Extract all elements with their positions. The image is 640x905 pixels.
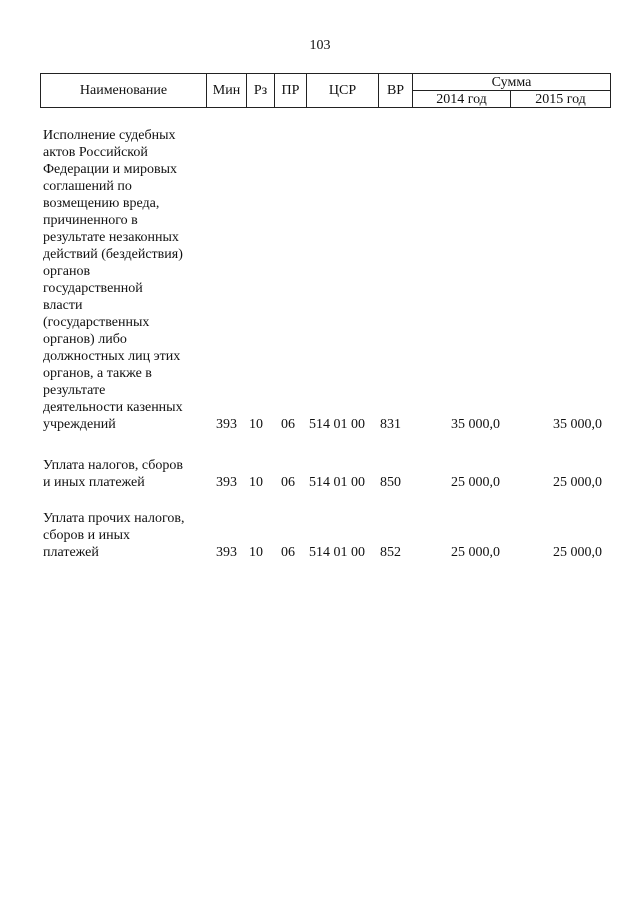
table-row (0, 457, 640, 491)
header-vr: ВР (379, 74, 413, 108)
page-number: 103 (309, 38, 331, 53)
row-name-line: Федерации и мировых (43, 162, 177, 177)
row-rz: 10 (249, 545, 263, 560)
row-min: 393 (216, 475, 237, 490)
row-name-line: результате (43, 383, 106, 398)
row-name-line: государственной (43, 281, 143, 296)
row-name-line: власти (43, 298, 83, 313)
row-sum-2015: 25 000,0 (553, 545, 602, 560)
row-name-line: (государственных (43, 315, 150, 330)
header-min: Мин (207, 74, 247, 108)
table-row (0, 127, 640, 433)
row-name (43, 510, 208, 561)
row-sum-2014: 35 000,0 (451, 417, 500, 432)
header-sum: Сумма (413, 74, 611, 91)
row-sum-2015: 25 000,0 (553, 475, 602, 490)
row-name-line: платежей (43, 545, 99, 560)
row-name-line: органов (43, 264, 91, 279)
row-name-line: актов Российской (43, 145, 148, 160)
row-name-line: Исполнение судебных (43, 128, 176, 143)
row-vr: 850 (380, 475, 401, 490)
table-header (40, 73, 611, 108)
row-pr: 06 (281, 417, 295, 432)
row-name-line: органов) либо (43, 332, 127, 347)
row-name-line: учреждений (43, 417, 116, 432)
row-name-line: Уплата прочих налогов, (43, 511, 185, 526)
header-year-2014: 2014 год (413, 91, 511, 108)
row-csr: 514 01 00 (309, 475, 365, 490)
row-sum-2014: 25 000,0 (451, 475, 500, 490)
header-name: Наименование (41, 74, 207, 108)
row-name-line: причиненного в (43, 213, 138, 228)
header-csr: ЦСР (307, 74, 379, 108)
row-name-line: результате незаконных (43, 230, 179, 245)
row-pr: 06 (281, 545, 295, 560)
row-name-line: соглашений по (43, 179, 132, 194)
row-name (43, 457, 208, 491)
row-csr: 514 01 00 (309, 417, 365, 432)
row-sum-2014: 25 000,0 (451, 545, 500, 560)
row-pr: 06 (281, 475, 295, 490)
header-pr: ПР (275, 74, 307, 108)
row-name-line: Уплата налогов, сборов (43, 458, 183, 473)
header-rz: Рз (247, 74, 275, 108)
row-vr: 831 (380, 417, 401, 432)
row-rz: 10 (249, 475, 263, 490)
row-sum-2015: 35 000,0 (553, 417, 602, 432)
row-name-line: органов, а также в (43, 366, 152, 381)
row-name-line: возмещению вреда, (43, 196, 160, 211)
row-name (43, 127, 208, 433)
row-csr: 514 01 00 (309, 545, 365, 560)
header-year-2015: 2015 год (511, 91, 611, 108)
row-name-line: должностных лиц этих (43, 349, 181, 364)
row-name-line: действий (бездействия) (43, 247, 183, 262)
row-name-line: сборов и иных (43, 528, 131, 543)
row-name-line: деятельности казенных (43, 400, 183, 415)
row-min: 393 (216, 417, 237, 432)
row-name-line: и иных платежей (43, 475, 145, 490)
row-rz: 10 (249, 417, 263, 432)
row-vr: 852 (380, 545, 401, 560)
row-min: 393 (216, 545, 237, 560)
table-row (0, 510, 640, 561)
